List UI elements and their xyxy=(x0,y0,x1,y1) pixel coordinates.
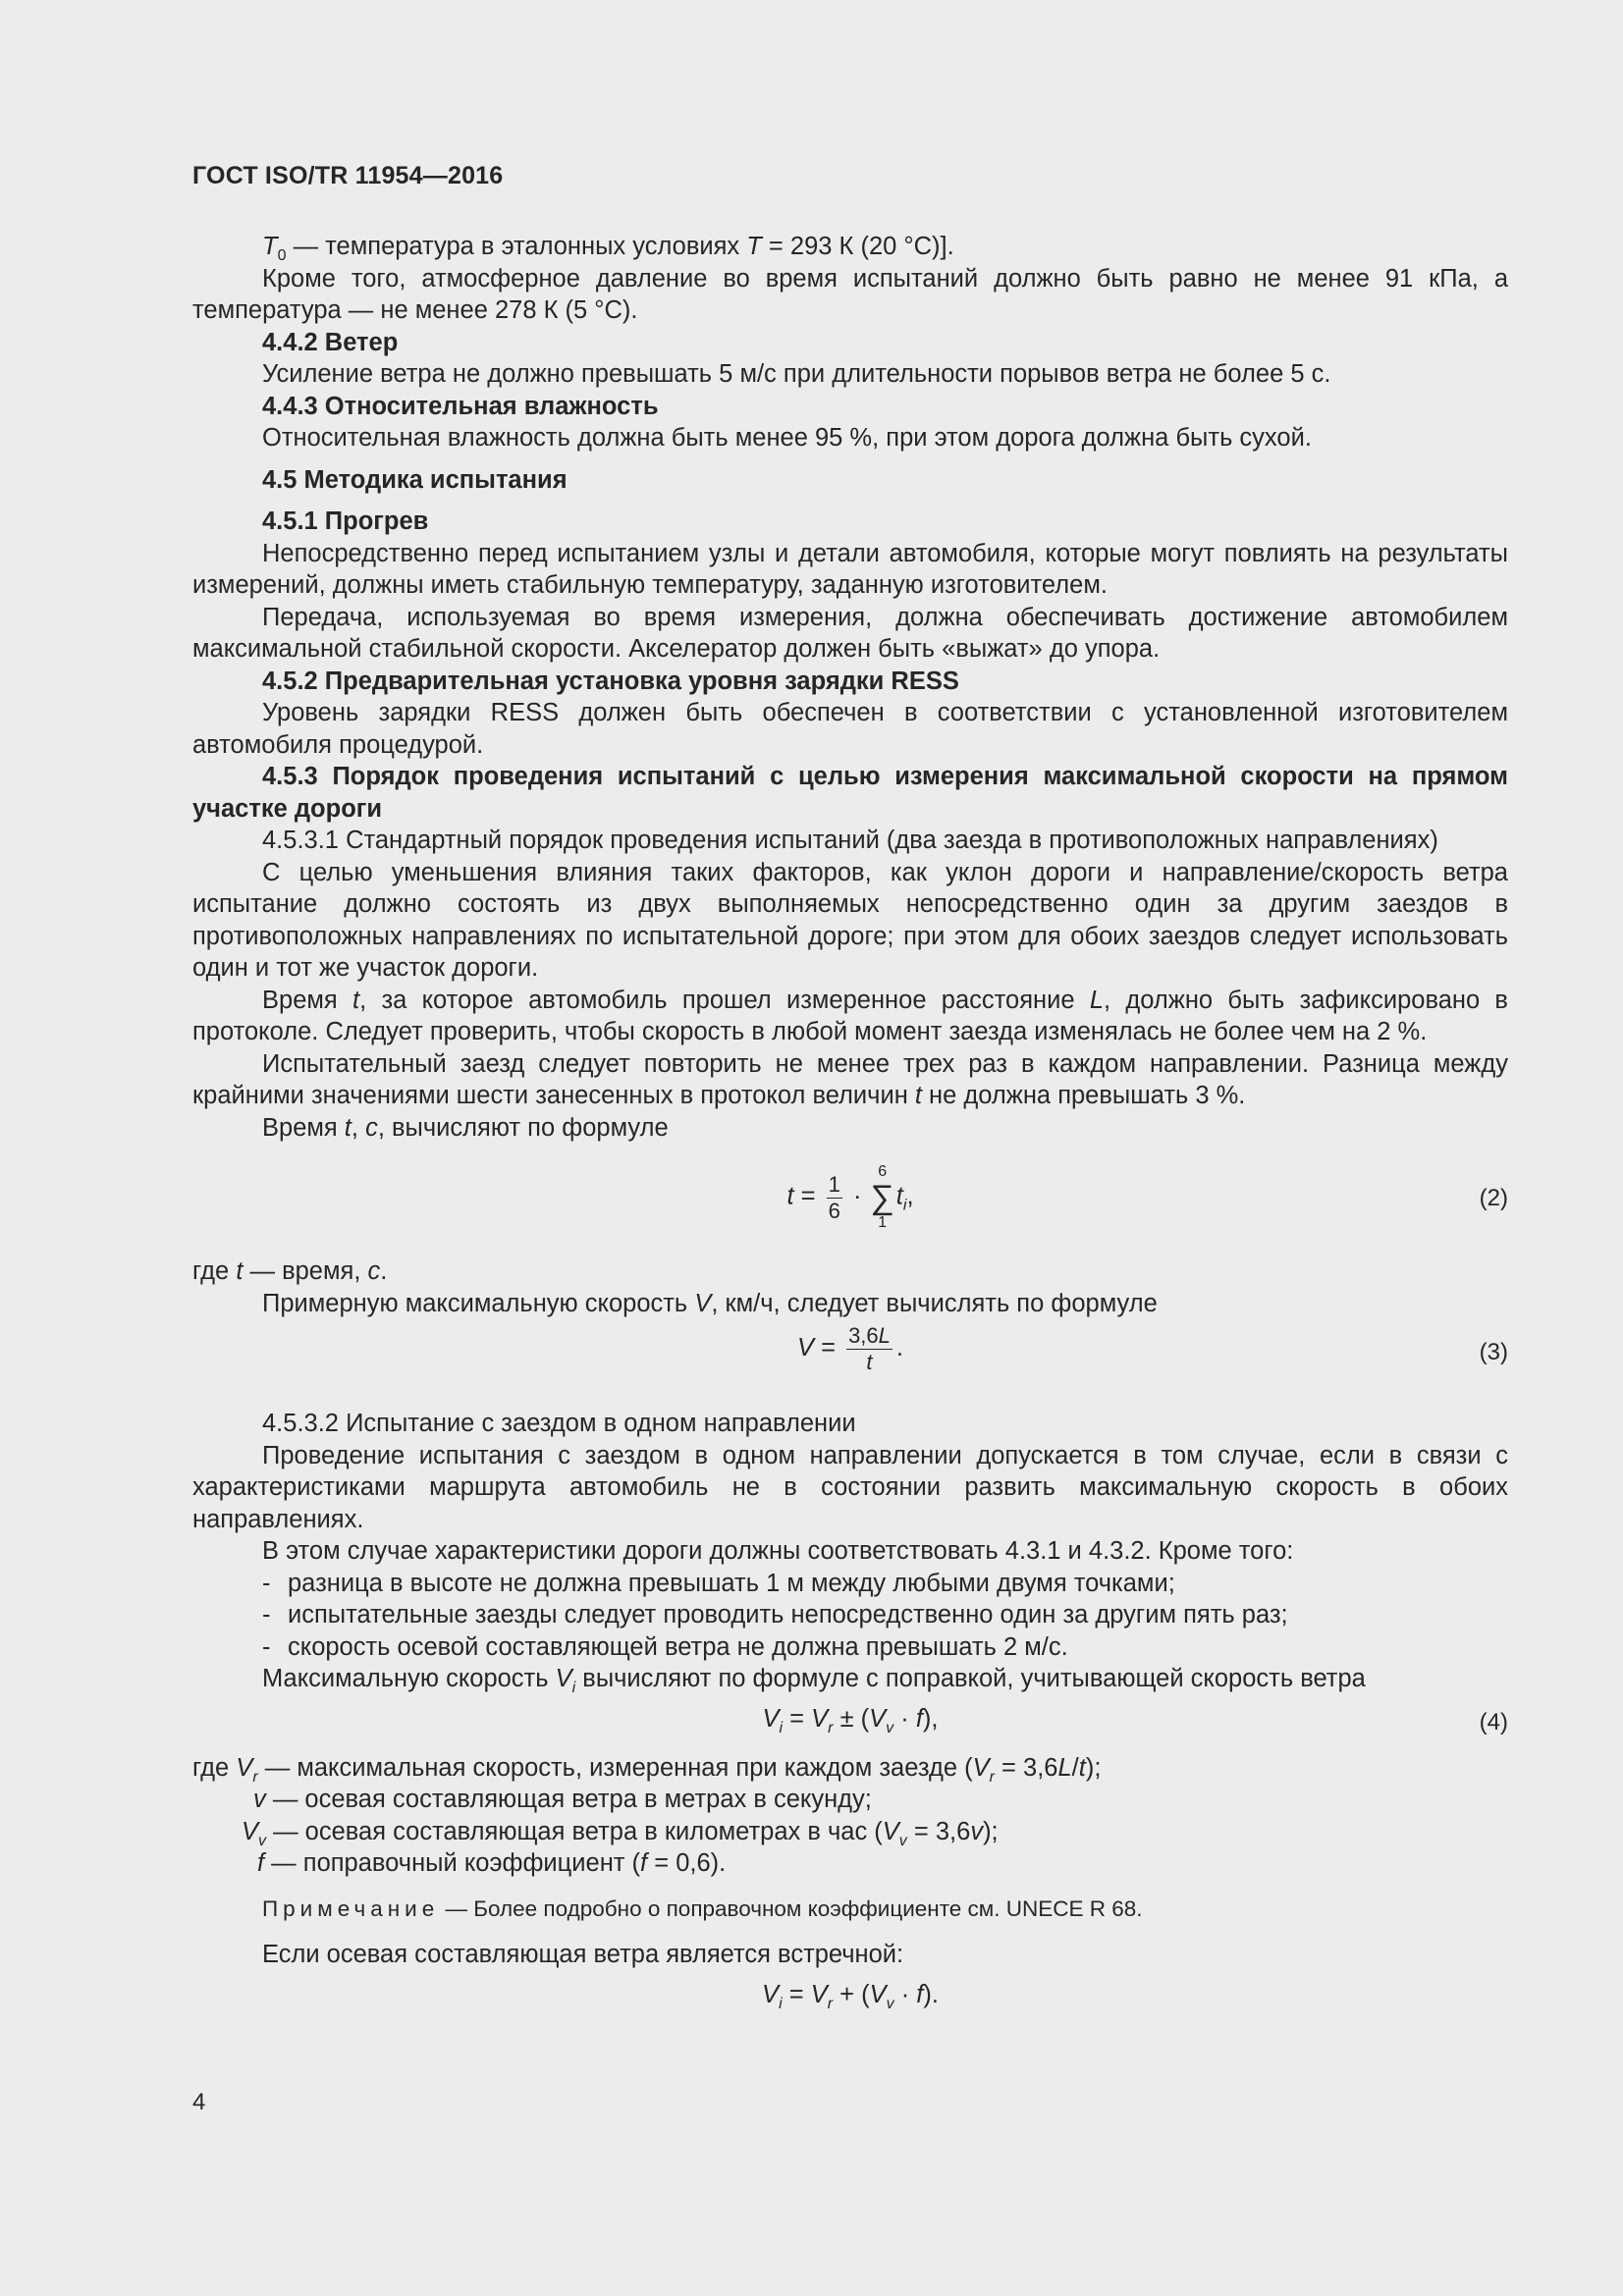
symbol-v: V xyxy=(762,1704,780,1733)
subscript: r xyxy=(989,1768,995,1786)
dash: - xyxy=(262,1569,271,1597)
subscript: 0 xyxy=(277,247,287,264)
list-item-text: скорость осевой составляющей ветра не должна превышать 2 м/с. xyxy=(288,1632,1068,1661)
symbol-v: V xyxy=(796,1334,814,1362)
formula-5 xyxy=(192,1977,1508,2024)
text: = 0,6). xyxy=(647,1849,727,1877)
symbol-l: L xyxy=(1089,986,1105,1014)
subscript: v xyxy=(886,1995,894,2012)
text: — поправочный коэффициент ( xyxy=(264,1849,641,1877)
sum-lower-limit: 1 xyxy=(878,1214,888,1231)
subscript: i xyxy=(779,1719,784,1736)
formula-tail: ), xyxy=(922,1704,939,1733)
list-item xyxy=(192,1631,1508,1664)
page-number: 4 xyxy=(192,2089,206,2115)
symbol-v: v xyxy=(253,1786,266,1813)
text: ); xyxy=(983,1817,999,1845)
symbol-v: V xyxy=(762,1980,780,2008)
heading-4-4-3: 4.4.3 Относительная влажность xyxy=(262,392,659,420)
text: Максимальную скорость xyxy=(262,1665,556,1692)
paragraph-ress: Уровень зарядки RESS должен быть обеспечен в соответствии с установленной изготовителем автомобиля процедурой. xyxy=(192,699,1508,759)
multiply-dot: · xyxy=(845,1182,869,1210)
subscript: r xyxy=(827,1995,834,2012)
subscript: v xyxy=(886,1719,894,1736)
symbol-f: f xyxy=(257,1849,265,1877)
text: = 3,6 xyxy=(906,1817,971,1845)
paragraph-reduce-influence: С целью уменьшения влияния таких факторов, как уклон дороги и направление/скорость ветра испытание должно состоять из двух выполняемых непосредственно один за другим заездов в противоположных направлениях по испытательной дороге; при этом для обоих заездов следует использовать один и тот же участок дороги. xyxy=(192,858,1508,982)
paragraph-4-5-3-2: 4.5.3.2 Испытание с заездом в одном направлении xyxy=(262,1410,856,1437)
text: / xyxy=(1071,1753,1079,1782)
symbol-f: f xyxy=(916,1980,924,2008)
subscript: v xyxy=(258,1832,267,1849)
list-item xyxy=(192,1599,1508,1631)
text: — время, xyxy=(243,1257,368,1285)
text: , вычисляют по формуле xyxy=(377,1113,669,1142)
heading-4-5: 4.5 Методика испытания xyxy=(262,465,568,494)
summation xyxy=(871,1163,894,1232)
note xyxy=(192,1894,1508,1926)
definition-f xyxy=(192,1847,1508,1880)
subscript: i xyxy=(779,1995,783,2012)
symbol-t: t xyxy=(236,1257,243,1285)
paragraph-in-this-case: В этом случае характеристики дороги должны соответствовать 4.3.1 и 4.3.2. Кроме того: xyxy=(262,1537,1294,1565)
formula-number: (3) xyxy=(1479,1339,1508,1365)
formula-number: (4) xyxy=(1479,1708,1508,1735)
text: Испытательный заезд следует повторить не менее трех раз в каждом направлении. Разница между крайними значениями шести занесенных в протокол величин xyxy=(192,1049,1508,1109)
note-label: Примечание xyxy=(262,1896,440,1921)
paragraph-formula-intro xyxy=(192,1112,1508,1145)
unit-s: с xyxy=(365,1113,378,1142)
definition-v xyxy=(192,1784,1508,1816)
symbol-v: V xyxy=(869,1980,887,2008)
symbol-t: t xyxy=(1078,1753,1086,1782)
paragraph-one-direction: Проведение испытания с заездом в одном направлении допускается в том случае, если в связи с характеристиками маршрута автомобиль не в состоянии развить максимальную скорость в обоих направлениях. xyxy=(192,1441,1508,1533)
heading-4-4-2: 4.4.2 Ветер xyxy=(262,328,399,356)
paragraph-wind: Усиление ветра не должно превышать 5 м/с при длительности порывов ветра не более 5 с. xyxy=(262,360,1331,388)
paragraph-speed xyxy=(192,1288,1508,1320)
sum-upper-limit: 6 xyxy=(878,1163,888,1180)
symbol-l: L xyxy=(878,1323,891,1348)
dash: - xyxy=(262,1601,271,1629)
page-header: ГОСТ ISO/TR 11954—2016 xyxy=(192,162,504,189)
symbol-t: t xyxy=(914,1082,922,1109)
symbol-t: T xyxy=(746,233,762,260)
sigma-icon: ∑ xyxy=(870,1179,894,1216)
definition-text: — температура в эталонных условиях xyxy=(286,233,747,260)
symbol-v: V xyxy=(811,1704,829,1733)
symbol-v: V xyxy=(236,1753,253,1782)
text: , xyxy=(351,1113,366,1142)
plus-minus: ± ( xyxy=(833,1704,870,1733)
text: — осевая составляющая ветра в километрах в час ( xyxy=(266,1817,883,1845)
formula-2 xyxy=(192,1153,1508,1248)
text: — максимальная скорость, измеренная при каждом заезде ( xyxy=(257,1753,973,1782)
subscript: r xyxy=(828,1719,834,1736)
subscript: i xyxy=(902,1197,907,1214)
paragraph-repeat xyxy=(192,1048,1508,1112)
numerator: 1 xyxy=(828,1171,840,1197)
denominator: 6 xyxy=(828,1198,840,1223)
symbol-f: f xyxy=(915,1704,923,1733)
definition-tail: = 293 К (20 °С)]. xyxy=(761,233,954,260)
list-item-text: разница в высоте не должна превышать 1 м между любыми двумя точками; xyxy=(288,1569,1175,1597)
text: , за которое автомобиль прошел измеренное расстояние xyxy=(359,986,1090,1014)
equals: = xyxy=(793,1182,823,1210)
text: где xyxy=(192,1257,237,1285)
symbol-v: V xyxy=(869,1704,887,1733)
subscript: i xyxy=(571,1680,576,1696)
text: . xyxy=(380,1257,388,1285)
text: Время xyxy=(262,1113,345,1142)
paragraph-time xyxy=(192,985,1508,1048)
heading-4-5-2: 4.5.2 Предварительная установка уровня зарядки RESS xyxy=(262,667,959,695)
equals: = xyxy=(814,1334,843,1362)
symbol-v: V xyxy=(242,1817,259,1845)
multiply-dot: · xyxy=(893,1980,917,2008)
symbol-v: V xyxy=(882,1817,899,1845)
symbol-l: L xyxy=(1057,1753,1072,1782)
symbol-v: V xyxy=(972,1753,990,1782)
definition-vv xyxy=(192,1816,1508,1848)
text: ); xyxy=(1085,1753,1102,1782)
unit-s: с xyxy=(367,1257,381,1285)
list-item-text: испытательные заезды следует проводить непосредственно один за другим пять раз; xyxy=(288,1601,1288,1629)
symbol-v: v xyxy=(970,1817,984,1845)
text: , км/ч, следует вычислять по формуле xyxy=(711,1289,1158,1317)
coefficient: 3,6 xyxy=(848,1323,879,1348)
text: , должно быть зафиксировано в протоколе. Следует проверить, чтобы скорость в любой момент заезда изменялась не более чем на 2 %. xyxy=(192,986,1508,1045)
text: вычисляют по формуле с поправкой, учитывающей скорость ветра xyxy=(575,1665,1366,1692)
formula-2-expression xyxy=(192,1163,1508,1232)
subscript: v xyxy=(898,1832,907,1849)
heading-4-5-1: 4.5.1 Прогрев xyxy=(262,507,429,535)
fraction xyxy=(846,1323,893,1375)
formula-tail: , xyxy=(906,1182,914,1210)
where-t xyxy=(192,1255,1508,1288)
symbol-t: t xyxy=(786,1182,794,1210)
text: не должна превышать 3 %. xyxy=(921,1082,1246,1109)
symbol-t: t xyxy=(352,986,360,1014)
formula-3 xyxy=(192,1323,1508,1400)
paragraph-warmup-1: Непосредственно перед испытанием узлы и детали автомобиля, которые могут повлиять на результаты измерений, должны иметь стабильную температуру, заданную изготовителем. xyxy=(192,539,1508,599)
note-text: — Более подробно о поправочном коэффициенте см. UNECE R 68. xyxy=(439,1896,1143,1921)
page-content xyxy=(192,231,1508,2024)
paragraph-warmup-2: Передача, используемая во время измерения, должна обеспечивать достижение автомобилем максимальной стабильной скорости. Акселератор должен быть «выжат» до упора. xyxy=(192,603,1508,663)
paragraph-humidity: Относительная влажность должна быть менее 95 %, при этом дорога должна быть сухой. xyxy=(262,424,1312,452)
dash: - xyxy=(262,1632,271,1661)
t0-definition xyxy=(192,231,1508,263)
text: = 3,6 xyxy=(994,1753,1058,1782)
symbol-t: t xyxy=(344,1113,352,1142)
list-item xyxy=(192,1568,1508,1600)
formula-tail: ). xyxy=(923,1980,939,2008)
paragraph-pressure: Кроме того, атмосферное давление во время испытаний должно быть равно не менее 91 кПа, а температура — не менее 278 К (5 °С). xyxy=(192,264,1508,324)
denominator: t xyxy=(866,1350,873,1374)
formula-3-expression xyxy=(192,1323,1508,1375)
fraction xyxy=(827,1172,842,1224)
formula-4-expression xyxy=(192,1703,1508,1735)
text: где xyxy=(192,1753,237,1782)
symbol-t: T xyxy=(262,233,278,260)
paragraph-max-speed xyxy=(192,1663,1508,1695)
symbol-v: V xyxy=(810,1980,828,2008)
formula-number: (2) xyxy=(1479,1185,1508,1211)
definitions-list xyxy=(192,1752,1508,1880)
symbol-f: f xyxy=(640,1849,648,1877)
symbol-t: t xyxy=(895,1182,903,1210)
formula-4 xyxy=(192,1701,1508,1748)
heading-4-5-3: 4.5.3 Порядок проведения испытаний с целью измерения максимальной скорости на прямом участке дороги xyxy=(192,763,1508,823)
symbol-v: V xyxy=(694,1289,712,1317)
text: Время xyxy=(262,986,352,1014)
subscript: r xyxy=(252,1768,258,1786)
formula-tail: . xyxy=(895,1334,903,1362)
definition-vr xyxy=(192,1752,1508,1785)
text: Примерную максимальную скорость xyxy=(262,1289,695,1317)
paragraph-4-5-3-1: 4.5.3.1 Стандартный порядок проведения испытаний (два заезда в противоположных направлениях) xyxy=(262,827,1438,854)
formula-5-expression xyxy=(192,1979,1508,2011)
equals: = xyxy=(782,1980,811,2008)
plus: + ( xyxy=(833,1980,870,2008)
paragraph-headwind: Если осевая составляющая ветра является встречной: xyxy=(262,1941,904,1968)
symbol-v: V xyxy=(555,1665,572,1692)
multiply-dot: · xyxy=(893,1704,916,1733)
numerator xyxy=(846,1323,893,1350)
equals: = xyxy=(783,1704,812,1733)
text: — осевая составляющая ветра в метрах в секунду; xyxy=(265,1786,872,1813)
